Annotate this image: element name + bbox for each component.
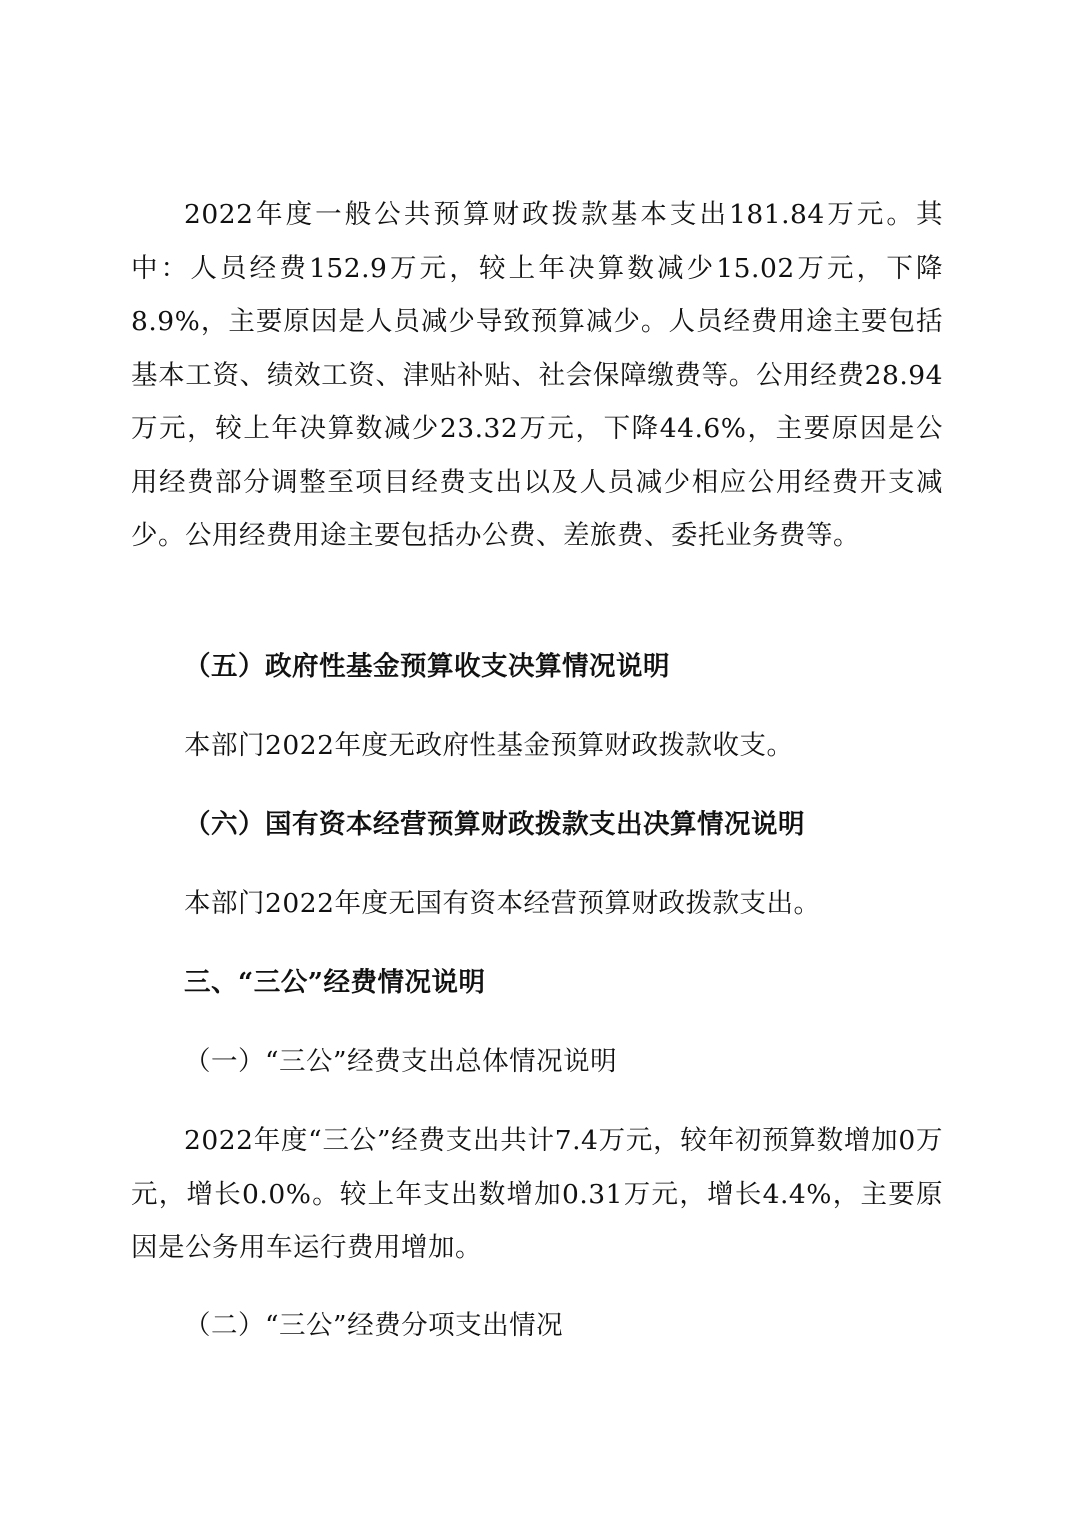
paragraph-government-fund: 本部门2022年度无政府性基金预算财政拨款收支。 xyxy=(184,730,794,761)
heading-three-public-expenses: 三、“三公”经费情况说明 xyxy=(184,967,486,998)
heading-three-public-itemized: （二）“三公”经费分项支出情况 xyxy=(184,1310,564,1341)
heading-state-capital: （六）国有资本经营预算财政拨款支出决算情况说明 xyxy=(184,809,805,840)
paragraph-state-capital: 本部门2022年度无国有资本经营预算财政拨款支出。 xyxy=(184,888,821,919)
paragraph-basic-expenditure: 2022年度一般公共预算财政拨款基本支出181.84万元。其中：人员经费152.9万元，较上年决算数减少15.02万元，下降8.9%，主要原因是人员减少导致预算减少。人员经费用途主要包括基本工资、绩效工资、津贴补贴、社会保障缴费等。公用经费28.94万元，较上年决算数减少23.32万元，下降44.6%，主要原因是公用经费部分调整至项目经费支出以及人员减少相应公用经费开支减少。公用经费用途主要包括办公费、差旅费、委托业务费等。 xyxy=(131,199,943,551)
paragraph-three-public-overall: 2022年度“三公”经费支出共计7.4万元，较年初预算数增加0万元，增长0.0%。较上年支出数增加0.31万元，增长4.4%，主要原因是公务用车运行费用增加。 xyxy=(131,1125,943,1263)
heading-three-public-overall: （一）“三公”经费支出总体情况说明 xyxy=(184,1046,618,1077)
heading-government-fund: （五）政府性基金预算收支决算情况说明 xyxy=(184,651,670,682)
